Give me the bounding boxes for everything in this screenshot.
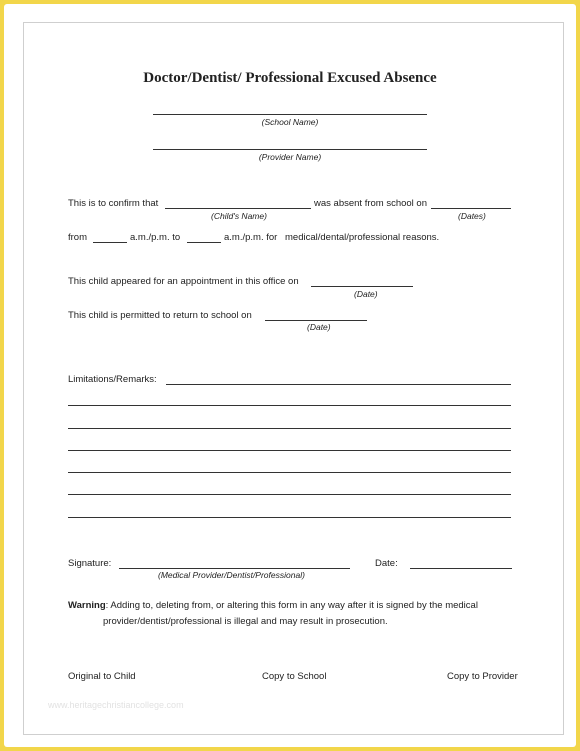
ampm-to-text: a.m./p.m. to <box>130 232 181 243</box>
warning-line-1: : Adding to, deleting from, or altering this form in any way after it is signed by the medical <box>105 600 478 611</box>
reason-text: medical/dental/professional reasons. <box>285 232 440 243</box>
return-date-caption: (Date) <box>307 322 331 332</box>
remarks-line-3[interactable] <box>68 428 511 429</box>
child-name-caption: (Child's Name) <box>211 211 267 221</box>
remarks-line-6[interactable] <box>68 494 511 495</box>
remarks-line-4[interactable] <box>68 450 511 451</box>
appointment-text: This child appeared for an appointment in this office on <box>68 276 299 287</box>
signature-caption: (Medical Provider/Dentist/Professional) <box>158 570 305 580</box>
return-date-field[interactable] <box>265 320 367 321</box>
warning-label: Warning <box>68 600 106 611</box>
copy-to-provider: Copy to Provider <box>447 671 518 682</box>
child-name-field[interactable] <box>165 208 311 209</box>
warning-text <box>68 598 518 630</box>
remarks-line-1[interactable] <box>166 384 511 385</box>
remarks-line-2[interactable] <box>68 405 511 406</box>
to-time-field[interactable] <box>187 242 221 243</box>
appointment-date-field[interactable] <box>311 286 413 287</box>
warning-line-2: provider/dentist/professional is illegal and may result in prosecution. <box>103 616 388 627</box>
from-time-field[interactable] <box>93 242 127 243</box>
signature-date-label: Date: <box>375 558 398 569</box>
school-name-caption: (School Name) <box>261 117 319 127</box>
remarks-label: Limitations/Remarks: <box>68 374 157 385</box>
school-name-field[interactable] <box>153 114 427 115</box>
form-title: Doctor/Dentist/ Professional Excused Absence <box>143 70 437 86</box>
confirm-middle-text: was absent from school on <box>314 198 428 209</box>
signature-field[interactable] <box>119 568 350 569</box>
remarks-line-5[interactable] <box>68 472 511 473</box>
watermark: www.heritagechristiancollege.com <box>48 700 184 710</box>
confirm-lead-text: This is to confirm that <box>68 198 159 209</box>
dates-caption: (Dates) <box>458 211 486 221</box>
signature-label: Signature: <box>68 558 112 569</box>
copy-to-child: Original to Child <box>68 671 136 682</box>
signature-date-field[interactable] <box>410 568 512 569</box>
return-text: This child is permitted to return to school on <box>68 310 252 321</box>
provider-name-field[interactable] <box>153 149 427 150</box>
absence-dates-field[interactable] <box>431 208 511 209</box>
ampm-for-text: a.m./p.m. for <box>224 232 278 243</box>
provider-name-caption: (Provider Name) <box>258 152 322 162</box>
appointment-date-caption: (Date) <box>354 289 378 299</box>
copy-to-school: Copy to School <box>262 671 327 682</box>
remarks-line-7[interactable] <box>68 517 511 518</box>
from-text: from <box>68 232 87 243</box>
